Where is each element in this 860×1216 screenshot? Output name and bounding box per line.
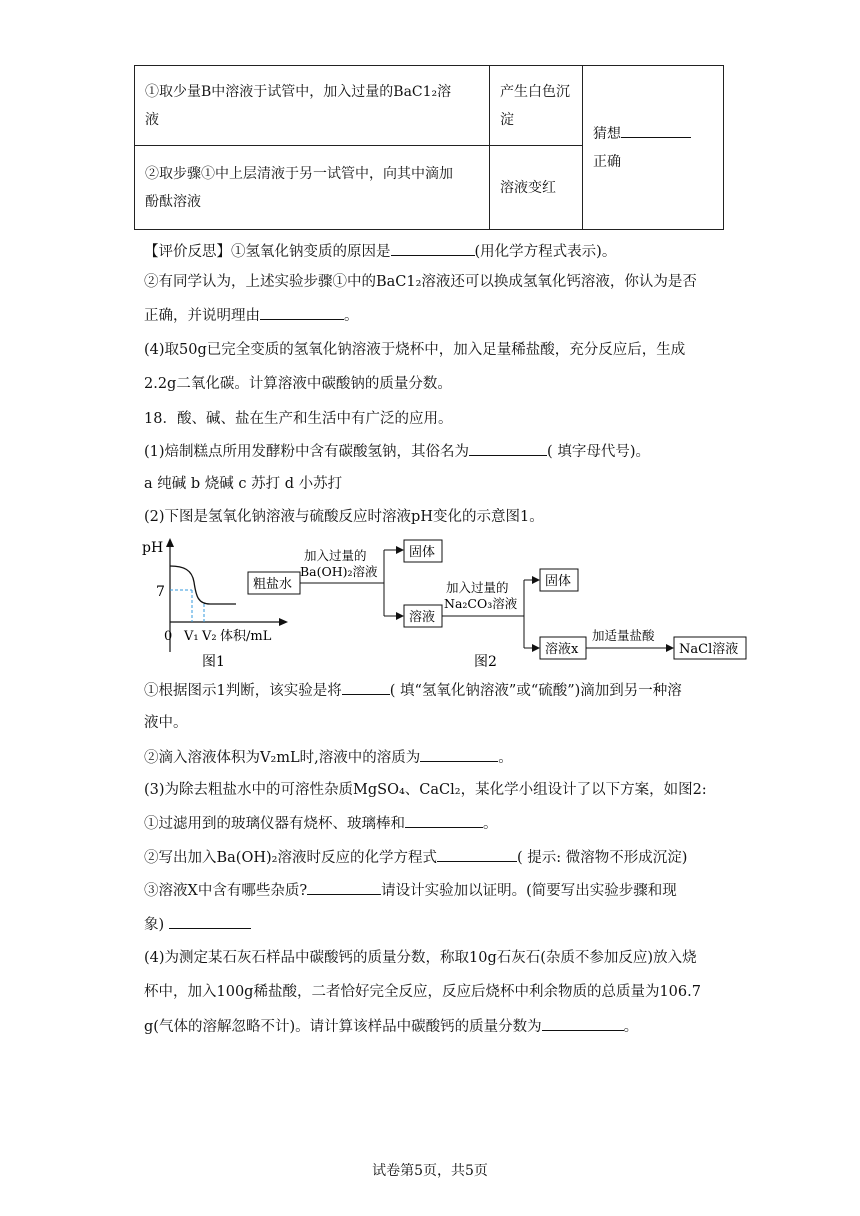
ph-curve bbox=[170, 566, 236, 604]
answer-blank[interactable] bbox=[307, 880, 381, 895]
x-axis-label: 体积/mL bbox=[220, 629, 272, 644]
row2-phenom: 溶液变红 bbox=[500, 179, 556, 196]
text-line: 液中。 bbox=[144, 715, 188, 731]
nacl-label: NaCl溶液 bbox=[679, 642, 739, 657]
text-line: (2)下图是氢氧化钠溶液与硫酸反应时溶液pH变化的示意图1。 bbox=[144, 509, 544, 525]
text-line: ②有同学认为，上述实验步骤①中的BaC1₂溶液还可以换成氢氧化钙溶液，你认为是否 bbox=[144, 274, 697, 290]
solid-label-1: 固体 bbox=[409, 545, 436, 560]
figure-2-flowchart bbox=[236, 534, 756, 672]
add-na2co3-label-2: Na₂CO₃溶液 bbox=[444, 596, 518, 611]
text-line: (4)为测定某石灰石样品中碳酸钙的质量分数，称取10g石灰石(杂质不参加反应)放入烧 bbox=[144, 950, 697, 966]
row2-step-line1: ②取步骤①中上层清液于另一试管中，向其中滴加 bbox=[145, 165, 453, 182]
text-line: (4)取50g已完全变质的氢氧化钠溶液于烧杯中，加入足量稀盐酸，充分反应后，生成 bbox=[144, 342, 686, 358]
figure-2-caption: 图2 bbox=[474, 654, 497, 670]
add-baoh2-label-1: 加入过量的 bbox=[304, 548, 367, 563]
v1-label: V₁ bbox=[184, 629, 199, 644]
crude-salt-label: 粗盐水 bbox=[253, 577, 293, 592]
text-line: ①过滤用到的玻璃仪器有烧杯、玻璃棒和 。 bbox=[144, 813, 498, 834]
conclusion-label: 猜想 bbox=[593, 125, 621, 142]
ph-axis-label: pH bbox=[142, 540, 164, 556]
text-line: (3)为除去粗盐水中的可溶性杂质MgSO₄、CaCl₂，某化学小组设计了以下方案，如图2: bbox=[144, 782, 707, 798]
add-hcl-label: 加适量盐酸 bbox=[592, 628, 655, 643]
experiment-table bbox=[134, 65, 724, 230]
options-line: a 纯碱 b 烧碱 c 苏打 d 小苏打 bbox=[144, 476, 343, 492]
answer-blank[interactable] bbox=[469, 441, 547, 456]
text-line: 杯中，加入100g稀盐酸，二者恰好完全反应，反应后烧杯中利余物质的总质量为106.7 bbox=[144, 984, 701, 1000]
solution-x-label: 溶液x bbox=[545, 642, 579, 657]
reflection-line: 【评价反思】①氢氧化钠变质的原因是 (用化学方程式表示)。 bbox=[144, 241, 616, 262]
table-conclusion bbox=[583, 66, 724, 230]
answer-blank[interactable] bbox=[169, 914, 251, 929]
text-line: ②滴入溶液体积为V₂mL时,溶液中的溶质为 。 bbox=[144, 747, 513, 768]
text-line: ③溶液X中含有哪些杂质? 请设计实验加以证明。(简要写出实验步骤和现 bbox=[144, 880, 677, 901]
table-row2-step bbox=[135, 146, 490, 230]
answer-blank[interactable] bbox=[342, 680, 390, 695]
row2-step-line2: 酚酞溶液 bbox=[145, 193, 201, 210]
add-baoh2-label-2: Ba(OH)₂溶液 bbox=[300, 564, 378, 579]
solution-label: 溶液 bbox=[409, 610, 436, 625]
row1-phenom-line1: 产生白色沉 bbox=[500, 83, 570, 100]
answer-blank[interactable] bbox=[542, 1016, 624, 1031]
conclusion-correct: 正确 bbox=[593, 153, 621, 170]
solid-label-2: 固体 bbox=[545, 574, 572, 589]
table-row1-phenomenon bbox=[490, 66, 583, 146]
answer-blank[interactable] bbox=[405, 813, 483, 828]
table-row1-step bbox=[135, 66, 490, 146]
answer-blank[interactable] bbox=[391, 241, 475, 256]
text-line: g(气体的溶解忽略不计)。请计算该样品中碳酸钙的质量分数为 。 bbox=[144, 1016, 638, 1037]
row1-phenom-line2: 淀 bbox=[500, 111, 514, 128]
row1-step-line2: 液 bbox=[145, 111, 159, 128]
text-line: (1)焙制糕点所用发酵粉中含有碳酸氢钠，其俗名为 ( 填字母代号)。 bbox=[144, 441, 650, 462]
figure-1-caption: 图1 bbox=[202, 654, 225, 670]
row1-step-line1: ①取少量B中溶液于试管中，加入过量的BaC1₂溶 bbox=[145, 83, 452, 100]
table-row2-phenomenon bbox=[490, 146, 583, 230]
origin-label: 0 bbox=[164, 629, 173, 644]
add-na2co3-label-1: 加入过量的 bbox=[446, 580, 509, 595]
text-line: ②写出加入Ba(OH)₂溶液时反应的化学方程式 ( 提示: 微溶物不形成沉淀) bbox=[144, 847, 687, 868]
tick-7: 7 bbox=[156, 584, 165, 600]
conclusion-blank[interactable] bbox=[621, 123, 691, 138]
text-line: 象) bbox=[144, 914, 251, 935]
text-line: 2.2g二氧化碳。计算溶液中碳酸钠的质量分数。 bbox=[144, 376, 452, 392]
text-line: ①根据图示1判断，该实验是将 ( 填“氢氧化钠溶液”或“硫酸”)滴加到另一种溶 bbox=[144, 680, 682, 701]
answer-blank[interactable] bbox=[260, 305, 344, 320]
answer-blank[interactable] bbox=[437, 847, 517, 862]
answer-blank[interactable] bbox=[420, 747, 498, 762]
v2-label: V₂ bbox=[202, 629, 217, 644]
page-footer: 试卷第5页，共5页 bbox=[372, 1163, 488, 1179]
text-line: 正确，并说明理由 。 bbox=[144, 305, 359, 326]
question-18-title: 18．酸、碱、盐在生产和生活中有广泛的应用。 bbox=[144, 411, 453, 427]
